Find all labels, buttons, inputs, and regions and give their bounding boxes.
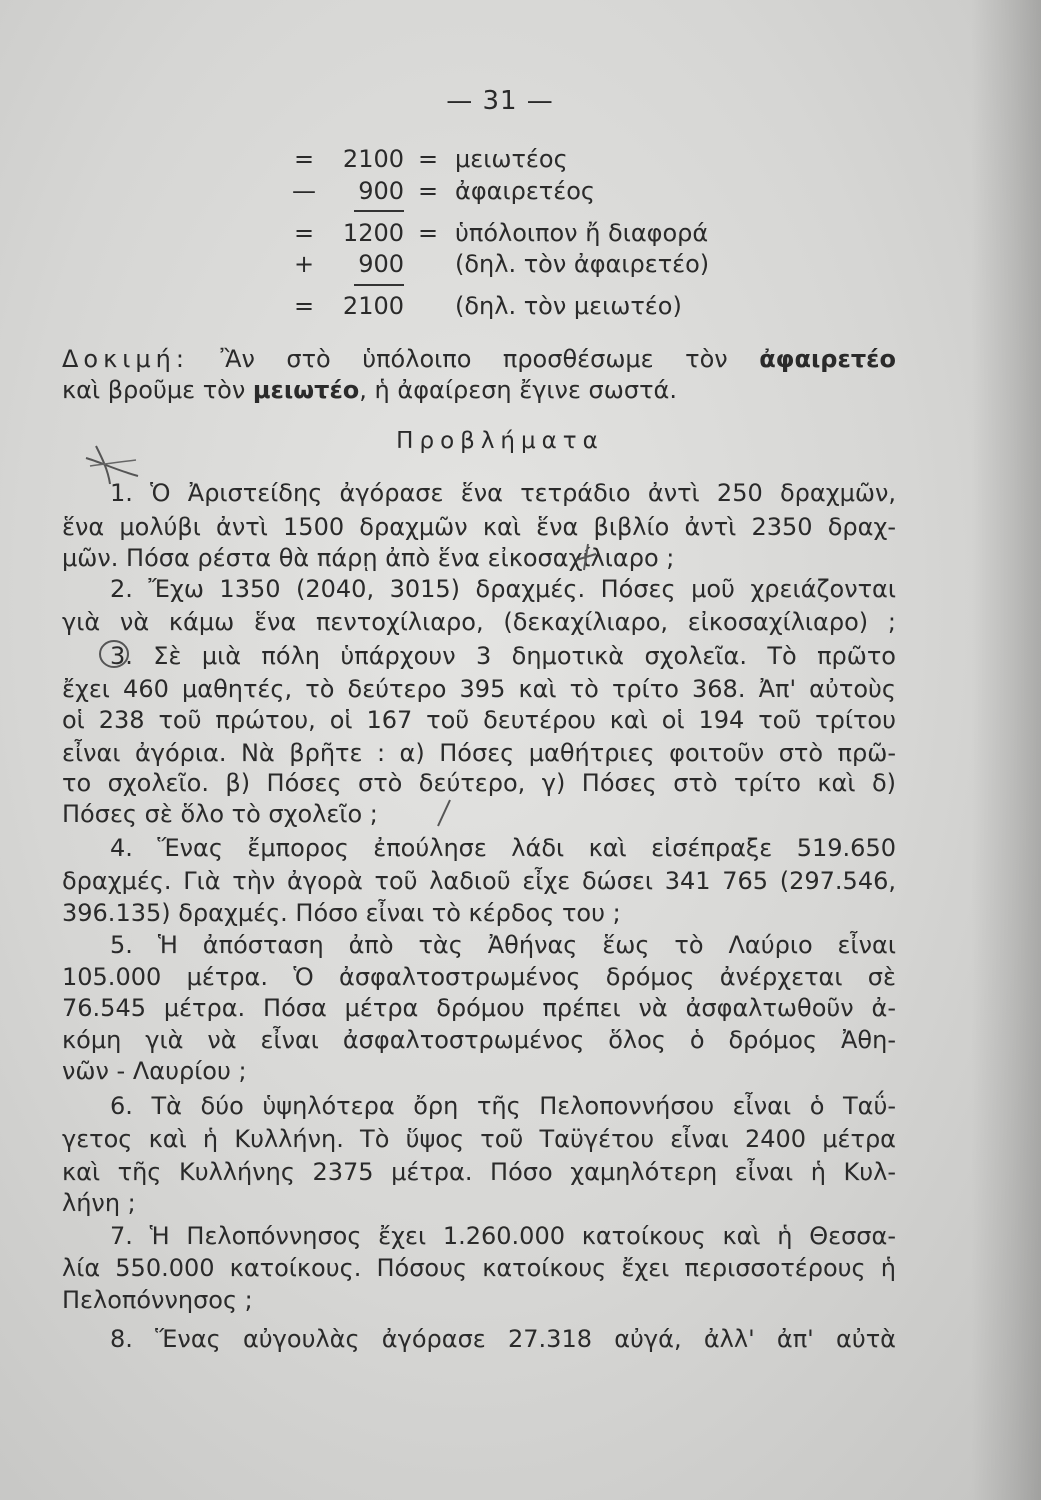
calc-number: 900 (358, 177, 404, 205)
calc-operator: — (292, 177, 316, 205)
text-line: γιὰ νὰ κάμω ἕνα πεντοχίλιαρο, (δεκαχίλιαρο, εἰκοσαχίλιαρο) ; (62, 608, 896, 636)
calc-number: 900 (358, 250, 404, 278)
text-line: 2. Ἔχω 1350 (2040, 3015) δραχμές. Πόσες μοῦ χρειάζονται (110, 575, 896, 603)
dokimi-bold-term: μειωτέο (252, 376, 360, 404)
dokimi-text: Ἂν στὸ ὑπόλοιπο προσθέσωμε τὸν (220, 345, 728, 373)
section-heading: Προβλήματα (396, 428, 604, 454)
calc-label: (δηλ. τὸν μειωτέο) (455, 292, 682, 320)
text-line: το σχολεῖο. β) Πόσες στὸ δεύτερο, γ) Πόσες στὸ τρίτο καὶ δ) (62, 769, 896, 797)
calc-label: ἀφαιρετέος (455, 177, 595, 205)
text-line: Πόσες σὲ ὅλο τὸ σχολεῖο ; (62, 800, 378, 828)
text-line: νῶν - Λαυρίου ; (62, 1057, 247, 1085)
text-line: γετος καὶ ἡ Κυλλήνη. Τὸ ὕψος τοῦ Ταϋγέτου εἶναι 2400 μέτρα (62, 1125, 896, 1153)
pencil-circle (96, 636, 132, 672)
calc-label: ὑπόλοιπον ἤ διαφορά (455, 219, 709, 247)
text-line: 76.545 μέτρα. Πόσα μέτρα δρόμου πρέπει νὰ ἀσφαλτωθοῦν ἀ- (62, 994, 896, 1022)
text-line: 7. Ἡ Πελοπόννησος ἔχει 1.260.000 κατοίκους καὶ ἡ Θεσσα- (110, 1222, 896, 1250)
dokimi-line (62, 375, 896, 405)
dokimi-text: , ἡ ἀφαίρεση ἔγινε σωστά. (359, 376, 677, 404)
calc-operator: + (293, 250, 315, 278)
text-line: Πελοπόννησος ; (62, 1286, 253, 1314)
text-line: 4. Ἕνας ἔμπορος ἐπούλησε λάδι καὶ εἰσέπραξε 519.650 (110, 834, 896, 862)
text-line: 8. Ἕνας αὐγουλὰς ἀγόρασε 27.318 αὐγά, ἀλλ' ἀπ' αὐτὰ (110, 1325, 896, 1353)
text-line: μῶν. Πόσα ρέστα θὰ πάρῃ ἀπὸ ἕνα εἰκοσαχίλιαρο ; (62, 544, 675, 572)
calc-equals: = (417, 219, 439, 247)
calc-equals: = (417, 145, 439, 173)
text-line: λήνη ; (62, 1189, 136, 1217)
page-number: — 31 — (446, 86, 554, 116)
calc-number: 1200 (342, 219, 404, 247)
text-line: 1. Ὁ Ἀριστείδης ἀγόρασε ἕνα τετράδιο ἀντὶ 250 δραχμῶν, (110, 479, 896, 507)
calc-operator: = (293, 219, 315, 247)
text-line: κόμη γιὰ νὰ εἶναι ἀσφαλτοστρωμένος ὅλος ὁ δρόμος Ἀθη- (62, 1026, 896, 1054)
text-line: 6. Τὰ δύο ὑψηλότερα ὄρη τῆς Πελοποννήσου εἶναι ὁ Ταΰ- (110, 1092, 896, 1120)
text-line: οἱ 238 τοῦ πρώτου, οἱ 167 τοῦ δευτέρου καὶ οἱ 194 τοῦ τρίτου (62, 706, 896, 734)
underline-rule (354, 210, 404, 212)
underline-rule (354, 284, 404, 286)
dokimi-label: Δοκιμή: (62, 345, 189, 373)
pencil-tick (572, 540, 602, 574)
calc-operator: = (293, 292, 315, 320)
text-line: 105.000 μέτρα. Ὁ ἀσφαλτοστρωμένος δρόμος ἀνέρχεται σὲ (62, 963, 896, 991)
text-line: ἕνα μολύβι ἀντὶ 1500 δραχμῶν καὶ ἕνα βιβλίο ἀντὶ 2350 δραχ- (62, 513, 896, 541)
text-line: ἔχει 460 μαθητές, τὸ δεύτερο 395 καὶ τὸ τρίτο 368. Ἀπ' αὐτοὺς (62, 675, 896, 703)
text-line: καὶ τῆς Κυλλήνης 2375 μέτρα. Πόσο χαμηλότερη εἶναι ἡ Κυλ- (62, 1158, 896, 1186)
page-shadow (971, 0, 1041, 1500)
calc-label: (δηλ. τὸν ἀφαιρετέο) (455, 250, 710, 278)
pencil-tick (432, 796, 456, 830)
calc-label: μειωτέος (455, 145, 568, 173)
pencil-mark (80, 440, 150, 500)
text-line: λία 550.000 κατοίκους. Πόσους κατοίκους ἔχει περισσοτέρους ἡ (62, 1254, 896, 1282)
calc-number: 2100 (342, 145, 404, 173)
dokimi-bold-term: ἀφαιρετέο (759, 345, 896, 373)
dokimi-text: καὶ βροῦμε τὸν (62, 376, 246, 404)
dokimi-line (62, 344, 896, 374)
text-line: εἶναι ἀγόρια. Νὰ βρῆτε : α) Πόσες μαθήτριες φοιτοῦν στὸ πρῶ- (62, 739, 896, 767)
text-line: 3. Σὲ μιὰ πόλη ὑπάρχουν 3 δημοτικὰ σχολεῖα. Τὸ πρῶτο (110, 642, 896, 670)
calc-equals: = (417, 177, 439, 205)
text-line: 5. Ἡ ἀπόσταση ἀπὸ τὰς Ἀθήνας ἕως τὸ Λαύριο εἶναι (110, 931, 896, 959)
text-line: 396.135) δραχμές. Πόσο εἶναι τὸ κέρδος του ; (62, 899, 621, 927)
calc-operator: = (293, 145, 315, 173)
calc-number: 2100 (342, 292, 404, 320)
text-line: δραχμές. Γιὰ τὴν ἀγορὰ τοῦ λαδιοῦ εἶχε δώσει 341 765 (297.546, (62, 867, 896, 895)
